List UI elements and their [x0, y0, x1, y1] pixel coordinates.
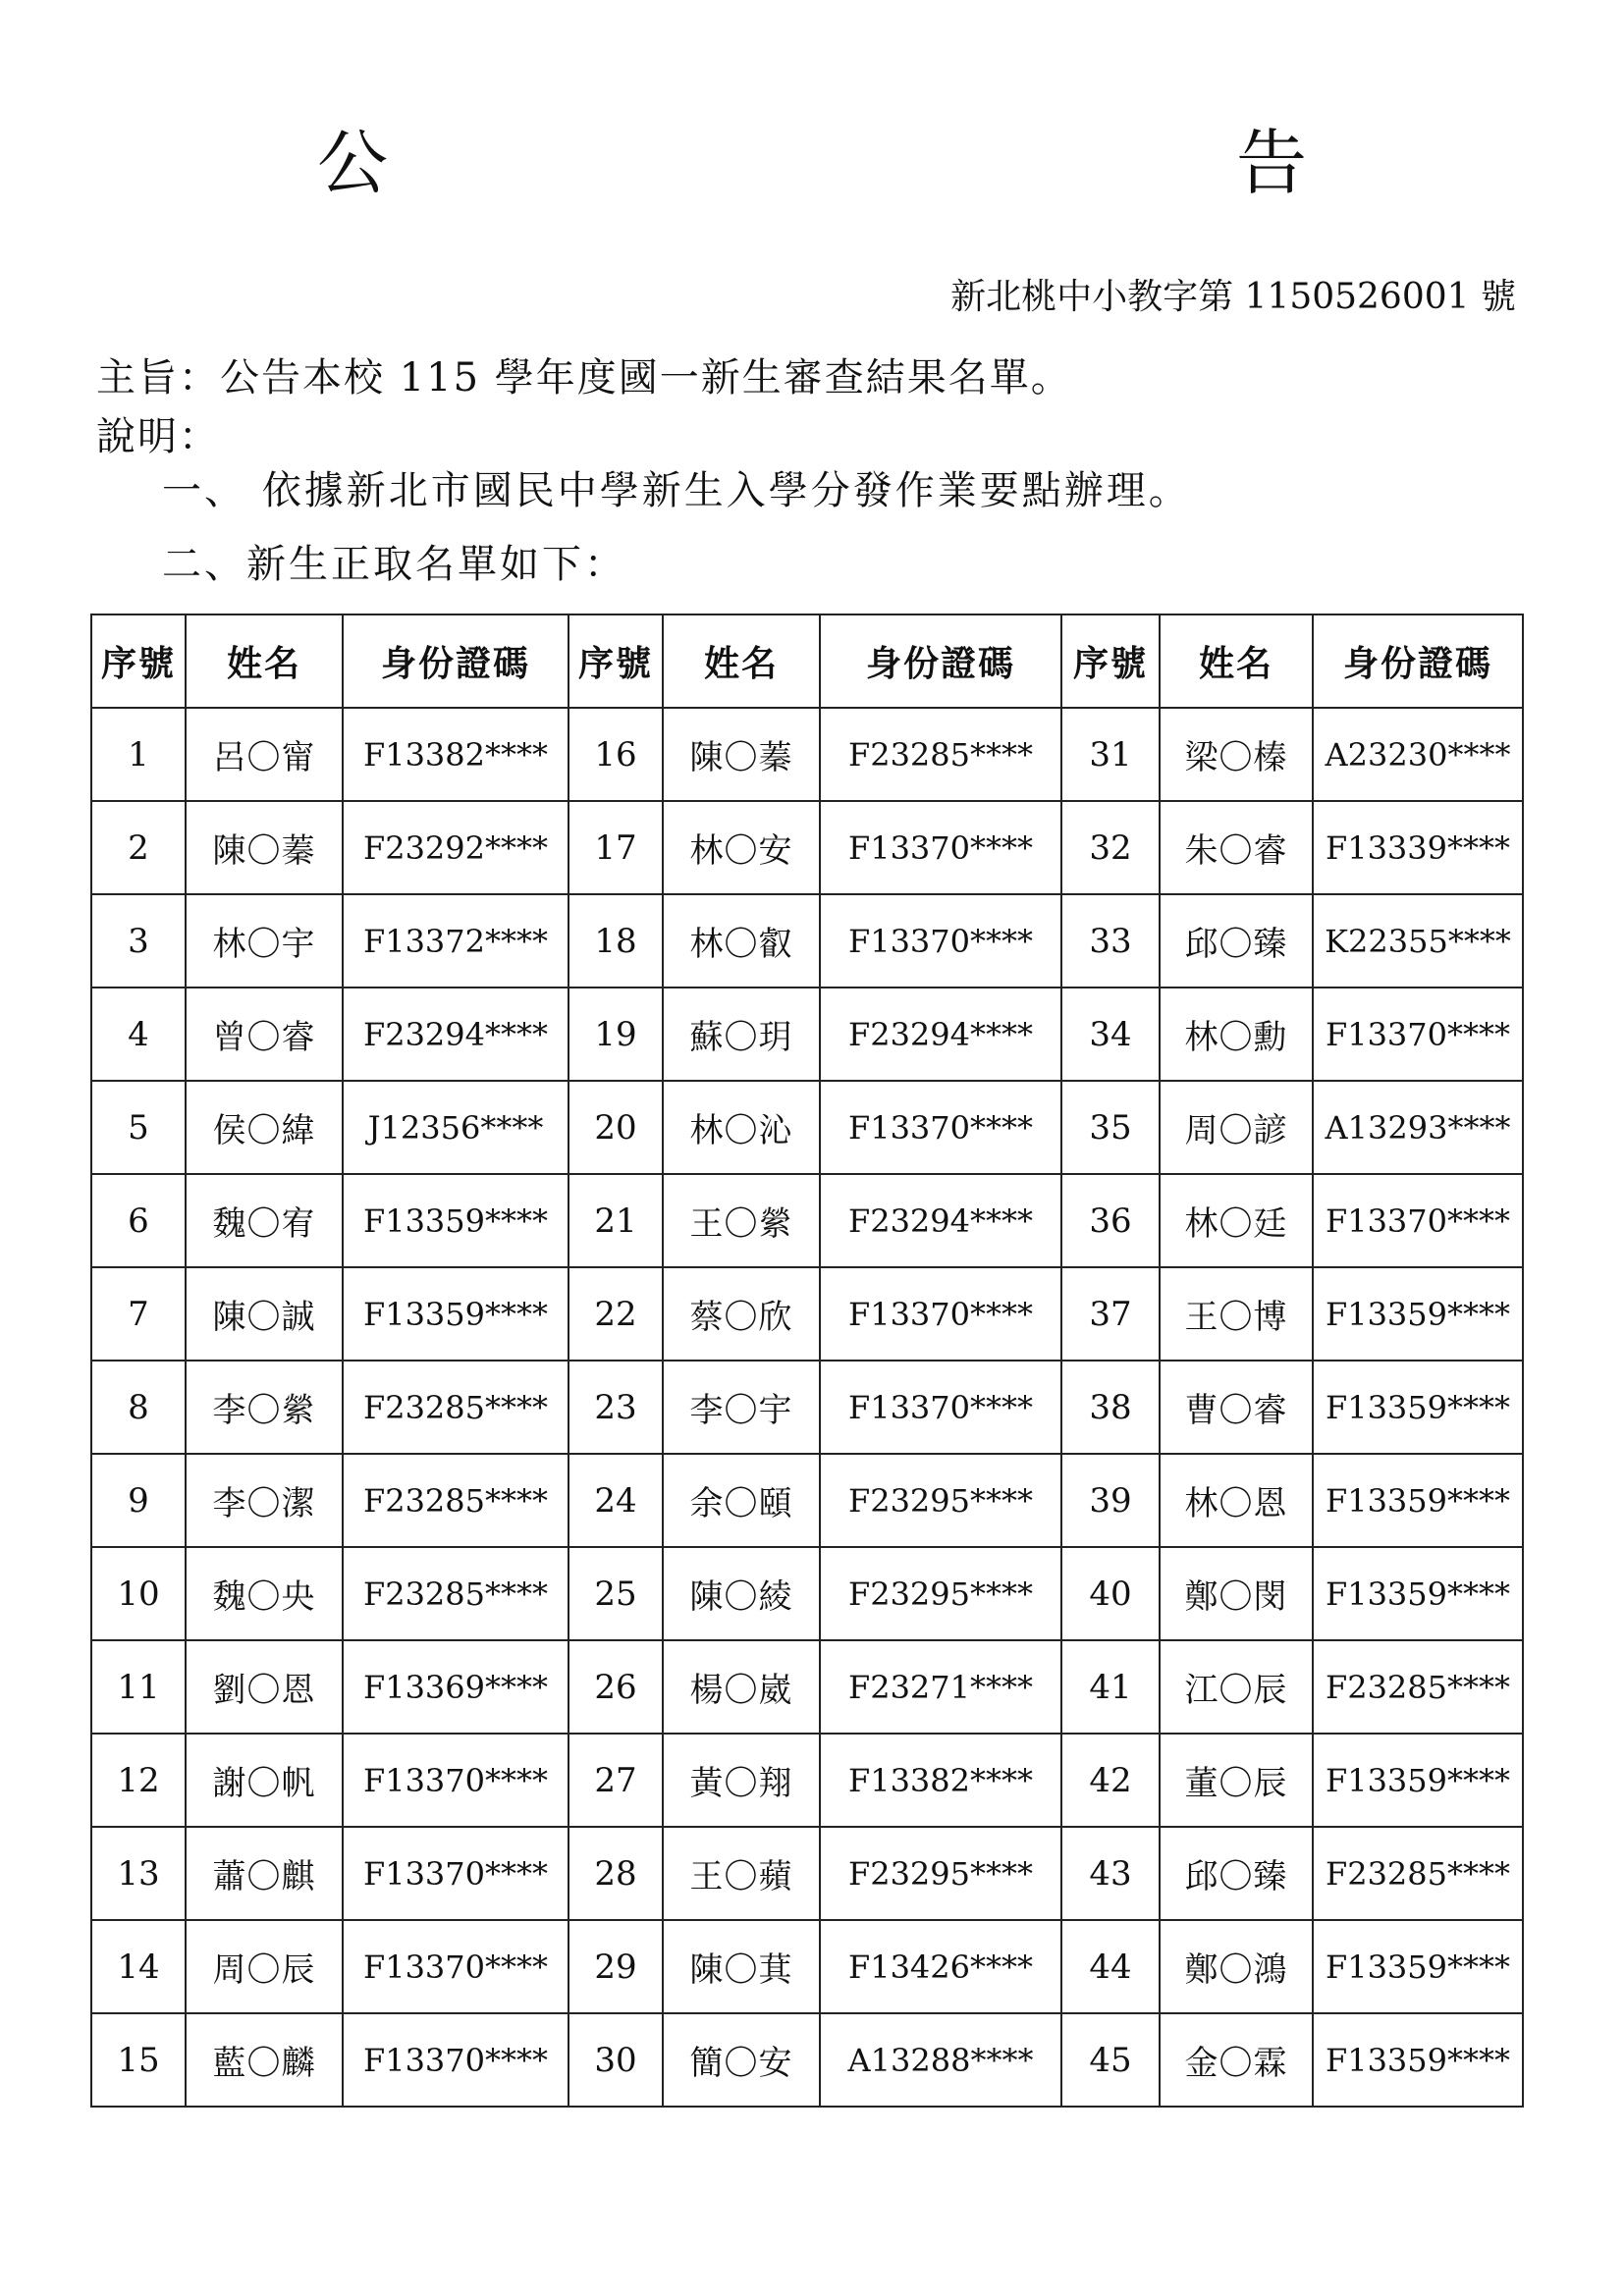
name-cell: 陳〇綾 — [663, 1547, 820, 1640]
id-cell: F13370**** — [820, 1361, 1061, 1454]
name-cell: 李〇潔 — [186, 1454, 343, 1547]
name-cell: 梁〇榛 — [1160, 708, 1313, 801]
id-cell: F23285**** — [1313, 1640, 1523, 1734]
serial-cell: 8 — [91, 1361, 186, 1454]
document-number: 新北桃中小教字第 1150526001 號 — [950, 277, 1516, 317]
serial-cell: 41 — [1061, 1640, 1160, 1734]
name-cell: 蘇〇玥 — [663, 988, 820, 1081]
serial-cell: 31 — [1061, 708, 1160, 801]
name-cell: 陳〇誠 — [186, 1267, 343, 1361]
serial-cell: 5 — [91, 1081, 186, 1174]
id-cell: A13293**** — [1313, 1081, 1523, 1174]
page-title: 公 告 — [316, 122, 1543, 204]
serial-cell: 45 — [1061, 2013, 1160, 2107]
explanation-item-2: 二、新生正取名單如下： — [162, 542, 626, 587]
name-cell: 周〇辰 — [186, 1920, 343, 2013]
id-cell: F23295**** — [820, 1547, 1061, 1640]
id-cell: F13339**** — [1313, 801, 1523, 894]
table-row — [91, 1827, 1523, 1920]
serial-cell: 26 — [568, 1640, 663, 1734]
serial-cell: 14 — [91, 1920, 186, 2013]
serial-cell: 7 — [91, 1267, 186, 1361]
id-cell: F13370**** — [1313, 1174, 1523, 1267]
id-cell: F13426**** — [820, 1920, 1061, 2013]
header-name: 姓名 — [186, 614, 343, 708]
serial-cell: 37 — [1061, 1267, 1160, 1361]
header-serial: 序號 — [1061, 614, 1160, 708]
name-cell: 呂〇甯 — [186, 708, 343, 801]
id-cell: A13288**** — [820, 2013, 1061, 2107]
name-cell: 王〇蘋 — [663, 1827, 820, 1920]
name-cell: 藍〇麟 — [186, 2013, 343, 2107]
id-cell: J12356**** — [343, 1081, 568, 1174]
serial-cell: 2 — [91, 801, 186, 894]
serial-cell: 19 — [568, 988, 663, 1081]
serial-cell: 9 — [91, 1454, 186, 1547]
serial-cell: 35 — [1061, 1081, 1160, 1174]
serial-cell: 39 — [1061, 1454, 1160, 1547]
name-cell: 蕭〇麒 — [186, 1827, 343, 1920]
table-row — [91, 1547, 1523, 1640]
id-cell: F13370**** — [343, 1920, 568, 2013]
name-cell: 楊〇崴 — [663, 1640, 820, 1734]
table-row — [91, 1267, 1523, 1361]
name-cell: 余〇頤 — [663, 1454, 820, 1547]
id-cell: F13359**** — [1313, 1454, 1523, 1547]
id-cell: F23285**** — [343, 1361, 568, 1454]
name-cell: 簡〇安 — [663, 2013, 820, 2107]
id-cell: F23285**** — [343, 1454, 568, 1547]
serial-cell: 43 — [1061, 1827, 1160, 1920]
serial-cell: 3 — [91, 894, 186, 988]
id-cell: F23294**** — [343, 988, 568, 1081]
serial-cell: 10 — [91, 1547, 186, 1640]
table-row — [91, 1174, 1523, 1267]
id-cell: F13359**** — [1313, 1920, 1523, 2013]
header-id: 身份證碼 — [1313, 614, 1523, 708]
id-cell: F23285**** — [1313, 1827, 1523, 1920]
serial-cell: 12 — [91, 1734, 186, 1827]
name-cell: 王〇博 — [1160, 1267, 1313, 1361]
serial-cell: 20 — [568, 1081, 663, 1174]
id-cell: A23230**** — [1313, 708, 1523, 801]
name-cell: 李〇宇 — [663, 1361, 820, 1454]
serial-cell: 18 — [568, 894, 663, 988]
name-cell: 陳〇萁 — [663, 1920, 820, 2013]
name-cell: 江〇辰 — [1160, 1640, 1313, 1734]
table-row — [91, 1640, 1523, 1734]
subject-line: 主旨：公告本校 115 學年度國一新生審查結果名單。 — [96, 355, 1072, 400]
serial-cell: 30 — [568, 2013, 663, 2107]
serial-cell: 13 — [91, 1827, 186, 1920]
id-cell: F13370**** — [343, 1827, 568, 1920]
serial-cell: 1 — [91, 708, 186, 801]
serial-cell: 11 — [91, 1640, 186, 1734]
name-cell: 鄭〇閔 — [1160, 1547, 1313, 1640]
id-cell: F13370**** — [343, 1734, 568, 1827]
name-cell: 朱〇睿 — [1160, 801, 1313, 894]
id-cell: F13359**** — [1313, 1267, 1523, 1361]
id-cell: F13370**** — [820, 1081, 1061, 1174]
serial-cell: 27 — [568, 1734, 663, 1827]
id-cell: F13370**** — [820, 801, 1061, 894]
id-cell: F13359**** — [343, 1174, 568, 1267]
name-cell: 陳〇蓁 — [186, 801, 343, 894]
serial-cell: 36 — [1061, 1174, 1160, 1267]
serial-cell: 28 — [568, 1827, 663, 1920]
table-row — [91, 988, 1523, 1081]
id-cell: F23271**** — [820, 1640, 1061, 1734]
serial-cell: 42 — [1061, 1734, 1160, 1827]
serial-cell: 25 — [568, 1547, 663, 1640]
id-cell: F13359**** — [343, 1267, 568, 1361]
id-cell: F23294**** — [820, 1174, 1061, 1267]
header-name: 姓名 — [1160, 614, 1313, 708]
id-cell: F23292**** — [343, 801, 568, 894]
id-cell: F23295**** — [820, 1827, 1061, 1920]
id-cell: F23285**** — [820, 708, 1061, 801]
name-cell: 周〇諺 — [1160, 1081, 1313, 1174]
explanation-label: 說明： — [96, 414, 220, 459]
header-name: 姓名 — [663, 614, 820, 708]
serial-cell: 32 — [1061, 801, 1160, 894]
serial-cell: 22 — [568, 1267, 663, 1361]
name-cell: 劉〇恩 — [186, 1640, 343, 1734]
id-cell: F13359**** — [1313, 2013, 1523, 2107]
serial-cell: 17 — [568, 801, 663, 894]
serial-cell: 23 — [568, 1361, 663, 1454]
table-row — [91, 1734, 1523, 1827]
table-row — [91, 1081, 1523, 1174]
id-cell: F13370**** — [1313, 988, 1523, 1081]
name-cell: 侯〇緯 — [186, 1081, 343, 1174]
header-serial: 序號 — [91, 614, 186, 708]
table-row — [91, 1454, 1523, 1547]
name-cell: 林〇沁 — [663, 1081, 820, 1174]
table-row — [91, 1361, 1523, 1454]
name-cell: 陳〇蓁 — [663, 708, 820, 801]
name-cell: 林〇叡 — [663, 894, 820, 988]
serial-cell: 6 — [91, 1174, 186, 1267]
table-header-row — [91, 614, 1523, 708]
name-cell: 林〇宇 — [186, 894, 343, 988]
admission-roster-table — [90, 614, 1524, 2108]
id-cell: F13372**** — [343, 894, 568, 988]
serial-cell: 29 — [568, 1920, 663, 2013]
name-cell: 林〇安 — [663, 801, 820, 894]
id-cell: F13359**** — [1313, 1547, 1523, 1640]
id-cell: F23285**** — [343, 1547, 568, 1640]
id-cell: F13382**** — [820, 1734, 1061, 1827]
serial-cell: 38 — [1061, 1361, 1160, 1454]
id-cell: F13369**** — [343, 1640, 568, 1734]
name-cell: 金〇霖 — [1160, 2013, 1313, 2107]
header-id: 身份證碼 — [820, 614, 1061, 708]
name-cell: 王〇縈 — [663, 1174, 820, 1267]
table-body — [91, 708, 1523, 2107]
serial-cell: 4 — [91, 988, 186, 1081]
name-cell: 蔡〇欣 — [663, 1267, 820, 1361]
table-row — [91, 1920, 1523, 2013]
serial-cell: 34 — [1061, 988, 1160, 1081]
table-row — [91, 894, 1523, 988]
serial-cell: 44 — [1061, 1920, 1160, 2013]
name-cell: 黃〇翔 — [663, 1734, 820, 1827]
name-cell: 曾〇睿 — [186, 988, 343, 1081]
serial-cell: 40 — [1061, 1547, 1160, 1640]
id-cell: F13370**** — [820, 1267, 1061, 1361]
serial-cell: 24 — [568, 1454, 663, 1547]
name-cell: 邱〇臻 — [1160, 1827, 1313, 1920]
id-cell: F23295**** — [820, 1454, 1061, 1547]
name-cell: 董〇辰 — [1160, 1734, 1313, 1827]
id-cell: K22355**** — [1313, 894, 1523, 988]
id-cell: F23294**** — [820, 988, 1061, 1081]
name-cell: 李〇縈 — [186, 1361, 343, 1454]
serial-cell: 21 — [568, 1174, 663, 1267]
name-cell: 邱〇臻 — [1160, 894, 1313, 988]
name-cell: 魏〇宥 — [186, 1174, 343, 1267]
id-cell: F13370**** — [343, 2013, 568, 2107]
id-cell: F13359**** — [1313, 1361, 1523, 1454]
header-id: 身份證碼 — [343, 614, 568, 708]
table-row — [91, 708, 1523, 801]
name-cell: 林〇勳 — [1160, 988, 1313, 1081]
name-cell: 謝〇帆 — [186, 1734, 343, 1827]
serial-cell: 15 — [91, 2013, 186, 2107]
serial-cell: 16 — [568, 708, 663, 801]
id-cell: F13359**** — [1313, 1734, 1523, 1827]
name-cell: 曹〇睿 — [1160, 1361, 1313, 1454]
name-cell: 林〇廷 — [1160, 1174, 1313, 1267]
explanation-item-1: 一、 依據新北市國民中學新生入學分發作業要點辦理。 — [162, 468, 1191, 513]
name-cell: 鄭〇鴻 — [1160, 1920, 1313, 2013]
serial-cell: 33 — [1061, 894, 1160, 988]
name-cell: 林〇恩 — [1160, 1454, 1313, 1547]
table-row — [91, 801, 1523, 894]
table-row — [91, 2013, 1523, 2107]
name-cell: 魏〇央 — [186, 1547, 343, 1640]
header-serial: 序號 — [568, 614, 663, 708]
id-cell: F13382**** — [343, 708, 568, 801]
id-cell: F13370**** — [820, 894, 1061, 988]
